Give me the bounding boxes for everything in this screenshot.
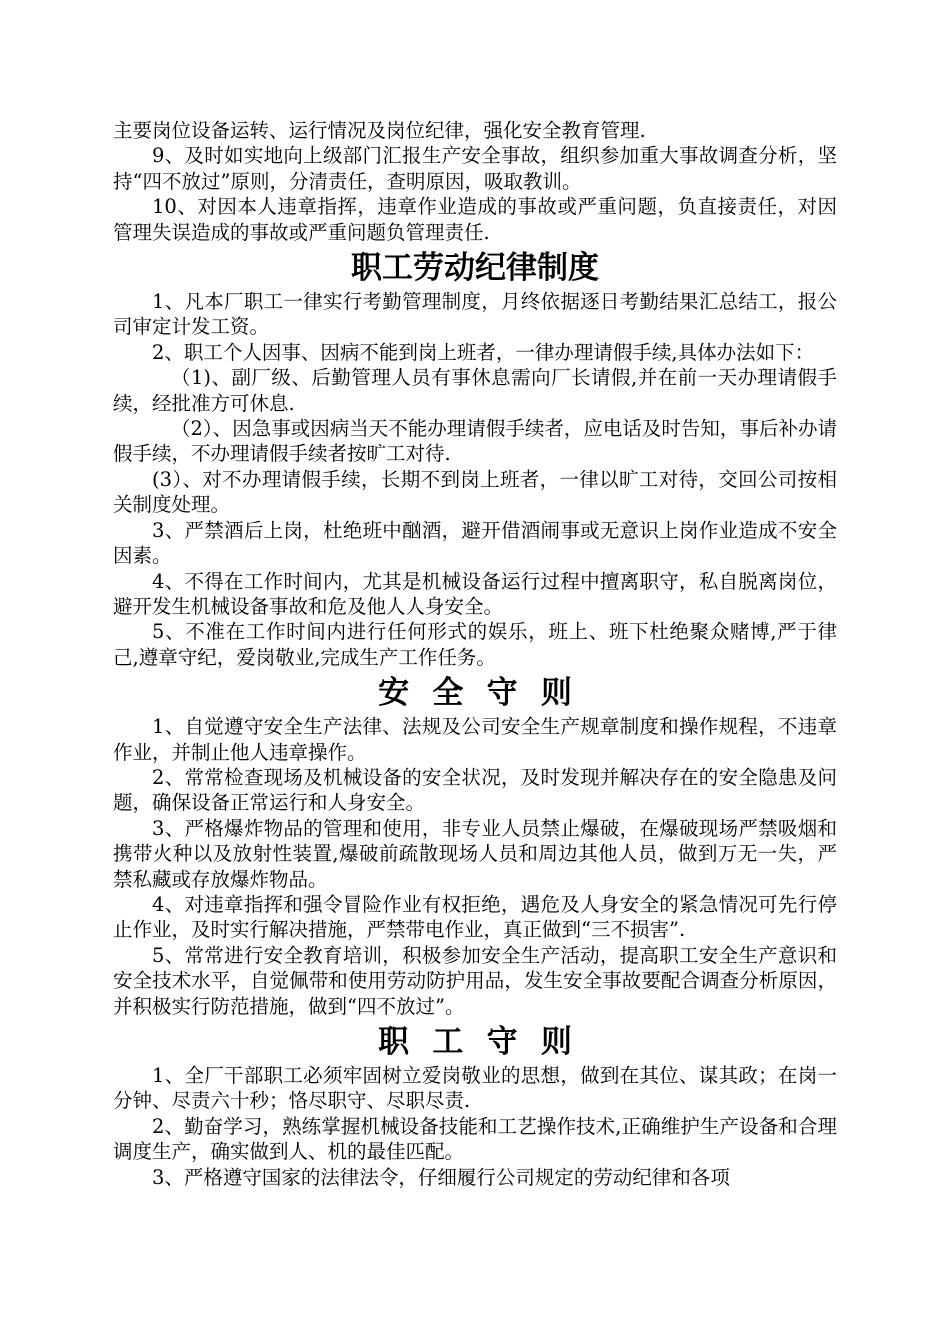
paragraph: 3、严禁酒后上岗，杜绝班中酗酒，避开借酒闹事或无意识上岗作业造成不安全因素。 xyxy=(113,518,837,568)
paragraph: 3、严格遵守国家的法律法令，仔细履行公司规定的劳动纪律和各项 xyxy=(152,1165,730,1189)
paragraph: 3、严格爆炸物品的管理和使用，非专业人员禁止爆破，在爆破现场严禁吸烟和携带火种以及放射性装置,爆破前疏散现场人员和周边其他人员，做到万无一失，严禁私藏或存放爆炸物品。 xyxy=(113,816,837,891)
section-title-safety-rules: 安全守则 xyxy=(378,675,596,712)
paragraph: （2）、因急事或因病当天不能办理请假手续者，应电话及时告知，事后补办请假手续，不办理请假手续者按旷工对待. xyxy=(113,417,837,466)
paragraph: 1、自觉遵守安全生产法律、法规及公司安全生产规章制度和操作规程，不违章作业，并制止他人违章操作。 xyxy=(113,715,837,764)
paragraph: 1、凡本厂职工一律实行考勤管理制度，月终依据逐日考勤结果汇总结工，报公司审定计发工资。 xyxy=(113,290,837,339)
paragraph: 9、及时如实地向上级部门汇报生产安全事故，组织参加重大事故调查分析，坚持“四不放过”原则，分清责任，查明原因，吸取教训。 xyxy=(113,144,837,193)
section-title-employee-rules: 职工守则 xyxy=(378,1024,596,1060)
paragraph: 5、常常进行安全教育培训，积极参加安全生产活动，提高职工安全生产意识和安全技术水平，自觉佩带和使用劳动防护用品，发生安全事故要配合调查分析原因，并积极实行防范措施，做到“四不放过”。 xyxy=(113,943,837,1018)
paragraph: 4、不得在工作时间内，尤其是机械设备运行过程中擅离职守，私自脱离岗位，避开发生机械设备事故和危及他人人身安全。 xyxy=(113,569,837,618)
paragraph: (3）、对不办理请假手续，长期不到岗上班者，一律以旷工对待，交回公司按相关制度处理。 xyxy=(113,467,837,517)
paragraph: 主要岗位设备运转、运行情况及岗位纪律，强化安全教育管理. xyxy=(113,119,646,142)
paragraph: （1)、副厂级、后勤管理人员有事休息需向厂长请假,并在前一天办理请假手续，经批准方可休息. xyxy=(113,366,837,415)
paragraph: 2、勤奋学习，熟练掌握机械设备技能和工艺操作技术,正确维护生产设备和合理调度生产，确实做到人、机的最佳匹配。 xyxy=(113,1114,837,1164)
paragraph: 5、不准在工作时间内进行任何形式的娱乐，班上、班下杜绝聚众赌博,严于律己,遵章守纪，爱岗敬业,完成生产工作任务。 xyxy=(113,620,837,669)
paragraph: 2、职工个人因事、因病不能到岗上班者，一律办理请假手续,具体办法如下： xyxy=(152,340,815,364)
paragraph: 10、对因本人违章指挥，违章作业造成的事故或严重问题，负直接责任，对因管理失误造成的事故或严重问题负管理责任. xyxy=(113,195,837,244)
paragraph: 2、常常检查现场及机械设备的安全状况，及时发现并解决存在的安全隐患及问题，确保设备正常运行和人身安全。 xyxy=(113,765,837,815)
section-title-labor-discipline: 职工劳动纪律制度 xyxy=(351,250,599,287)
paragraph: 4、对违章指挥和强令冒险作业有权拒绝，遇危及人身安全的紧急情况可先行停止作业，及时实行解决措施，严禁带电作业，真正做到“三不损害”. xyxy=(113,892,837,942)
document-page xyxy=(113,118,837,1190)
paragraph: 1、全厂干部职工必须牢固树立爱岗敬业的思想，做到在其位、谋其政；在岗一分钟、尽责六十秒；恪尽职守、尽职尽责. xyxy=(113,1064,837,1113)
